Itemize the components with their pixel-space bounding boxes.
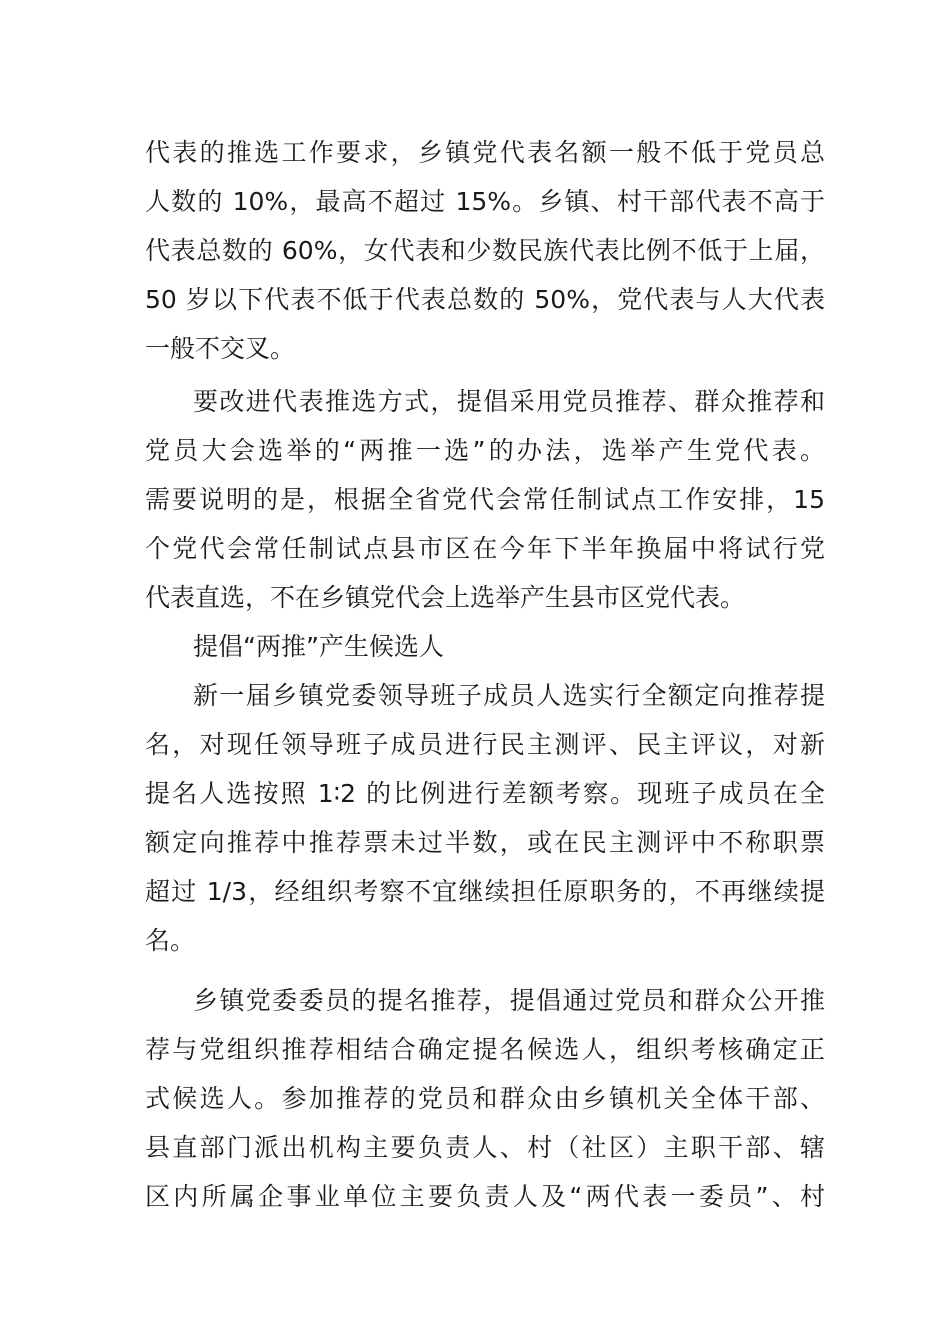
text-line: 党员大会选举的“两推一选”的办法，选举产生党代表。 [145,436,825,465]
text-line: 人数的 10%，最高不超过 15%。乡镇、村干部代表不高于 [145,187,825,216]
text-line: 乡镇党委委员的提名推荐，提倡通过党员和群众公开推 [193,986,825,1015]
paragraph-3 [145,671,825,965]
heading-line: 提倡“两推”产生候选人 [193,632,444,661]
text-line: 名，对现任领导班子成员进行民主测评、民主评议，对新 [145,730,825,759]
paragraph-1 [145,128,825,373]
text-line: 式候选人。参加推荐的党员和群众由乡镇机关全体干部、 [145,1084,825,1113]
section-heading [145,622,825,671]
text-line: 一般不交叉。 [145,334,296,363]
text-line: 代表的推选工作要求，乡镇党代表名额一般不低于党员总 [145,138,825,167]
text-line: 代表总数的 60%，女代表和少数民族代表比例不低于上届， [145,236,825,265]
text-line: 新一届乡镇党委领导班子成员人选实行全额定向推荐提 [193,681,825,710]
text-line: 超过 1/3，经组织考察不宜继续担任原职务的，不再继续提 [145,877,825,906]
paragraph-4 [145,976,825,1221]
text-line: 要改进代表推选方式，提倡采用党员推荐、群众推荐和 [193,387,825,416]
text-line: 县直部门派出机构主要负责人、村（社区）主职干部、辖 [145,1133,825,1162]
text-line: 50 岁以下代表不低于代表总数的 50%，党代表与人大代表 [145,285,825,314]
text-line: 代表直选，不在乡镇党代会上选举产生县市区党代表。 [145,583,746,612]
document-body [145,128,825,1221]
text-line: 个党代会常任制试点县市区在今年下半年换届中将试行党 [145,534,825,563]
text-line: 区内所属企事业单位主要负责人及“两代表一委员”、村 [145,1182,825,1211]
text-line: 提名人选按照 1∶2 的比例进行差额考察。现班子成员在全 [145,779,825,808]
text-line: 需要说明的是，根据全省党代会常任制试点工作安排，15 [145,485,825,514]
text-line: 荐与党组织推荐相结合确定提名候选人，组织考核确定正 [145,1035,825,1064]
text-line: 额定向推荐中推荐票未过半数，或在民主测评中不称职票 [145,828,825,857]
text-line: 名。 [145,926,196,955]
paragraph-2 [145,377,825,622]
